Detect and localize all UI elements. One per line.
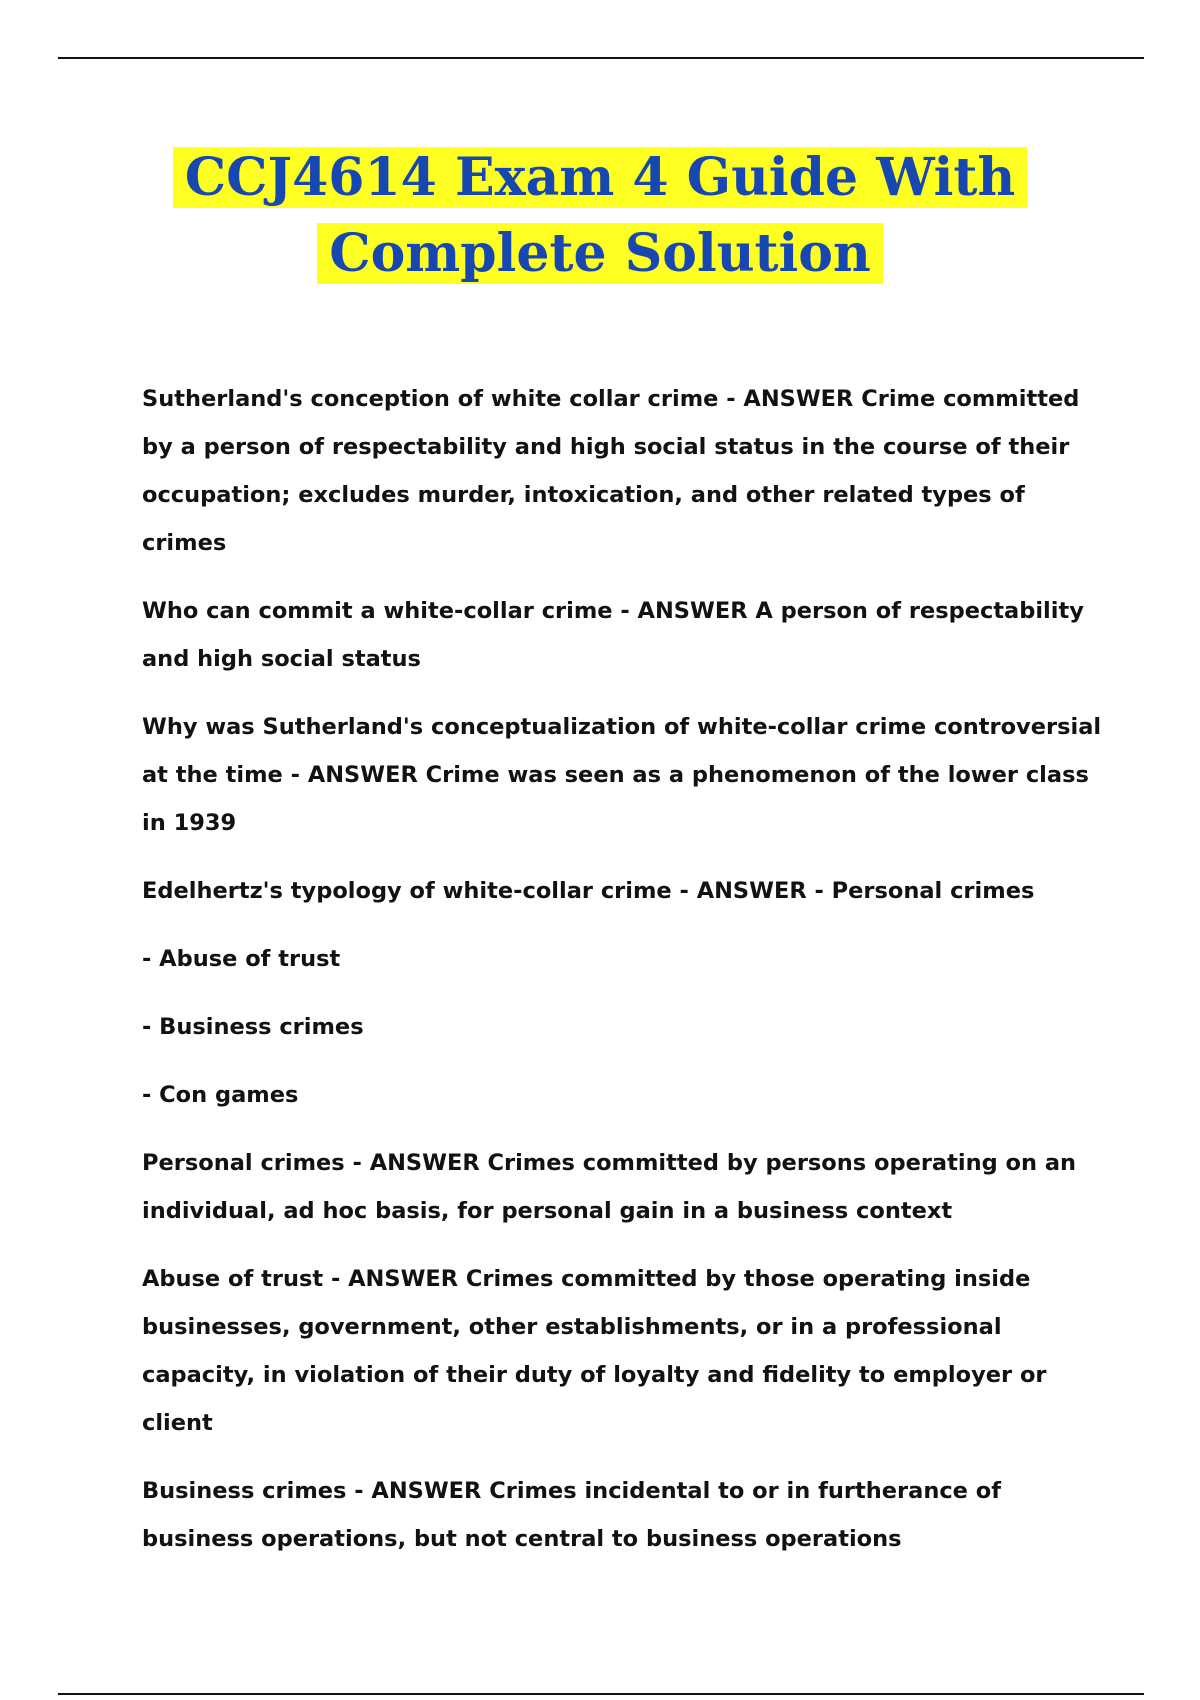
top-rule	[58, 57, 1144, 59]
document-title	[0, 140, 1200, 292]
qa-entry: Abuse of trust - ANSWER Crimes committed by those operating inside businesses, government, other establishments, or in a professional capacity, in violation of their duty of loyalty and fidelity to employer or client	[142, 1266, 1047, 1436]
qa-entry: Edelhertz's typology of white-collar crime - ANSWER - Personal crimes	[142, 878, 1035, 904]
qa-entry: Business crimes - ANSWER Crimes incidental to or in furtherance of business operations, but not central to business operations	[142, 1478, 1002, 1552]
list-item: - Abuse of trust	[142, 946, 341, 972]
qa-list	[142, 375, 1102, 1583]
title-line-2: Complete Solution	[317, 223, 883, 284]
qa-entry: Who can commit a white-collar crime - ANSWER A person of respectability and high social status	[142, 598, 1084, 672]
list-item: - Business crimes	[142, 1014, 364, 1040]
qa-entry: Why was Sutherland's conceptualization of white-collar crime controversial at the time - ANSWER Crime was seen as a phenomenon of the lower class in 1939	[142, 714, 1102, 836]
qa-entry: Personal crimes - ANSWER Crimes committed by persons operating on an individual, ad hoc basis, for personal gain in a business context	[142, 1150, 1077, 1224]
qa-entry: Sutherland's conception of white collar crime - ANSWER Crime committed by a person of respectability and high social status in the course of their occupation; excludes murder, intoxication, and other related types of crimes	[142, 386, 1080, 556]
bottom-rule	[58, 1693, 1144, 1695]
title-line-1: CCJ4614 Exam 4 Guide With	[173, 147, 1028, 208]
list-item: - Con games	[142, 1082, 299, 1108]
